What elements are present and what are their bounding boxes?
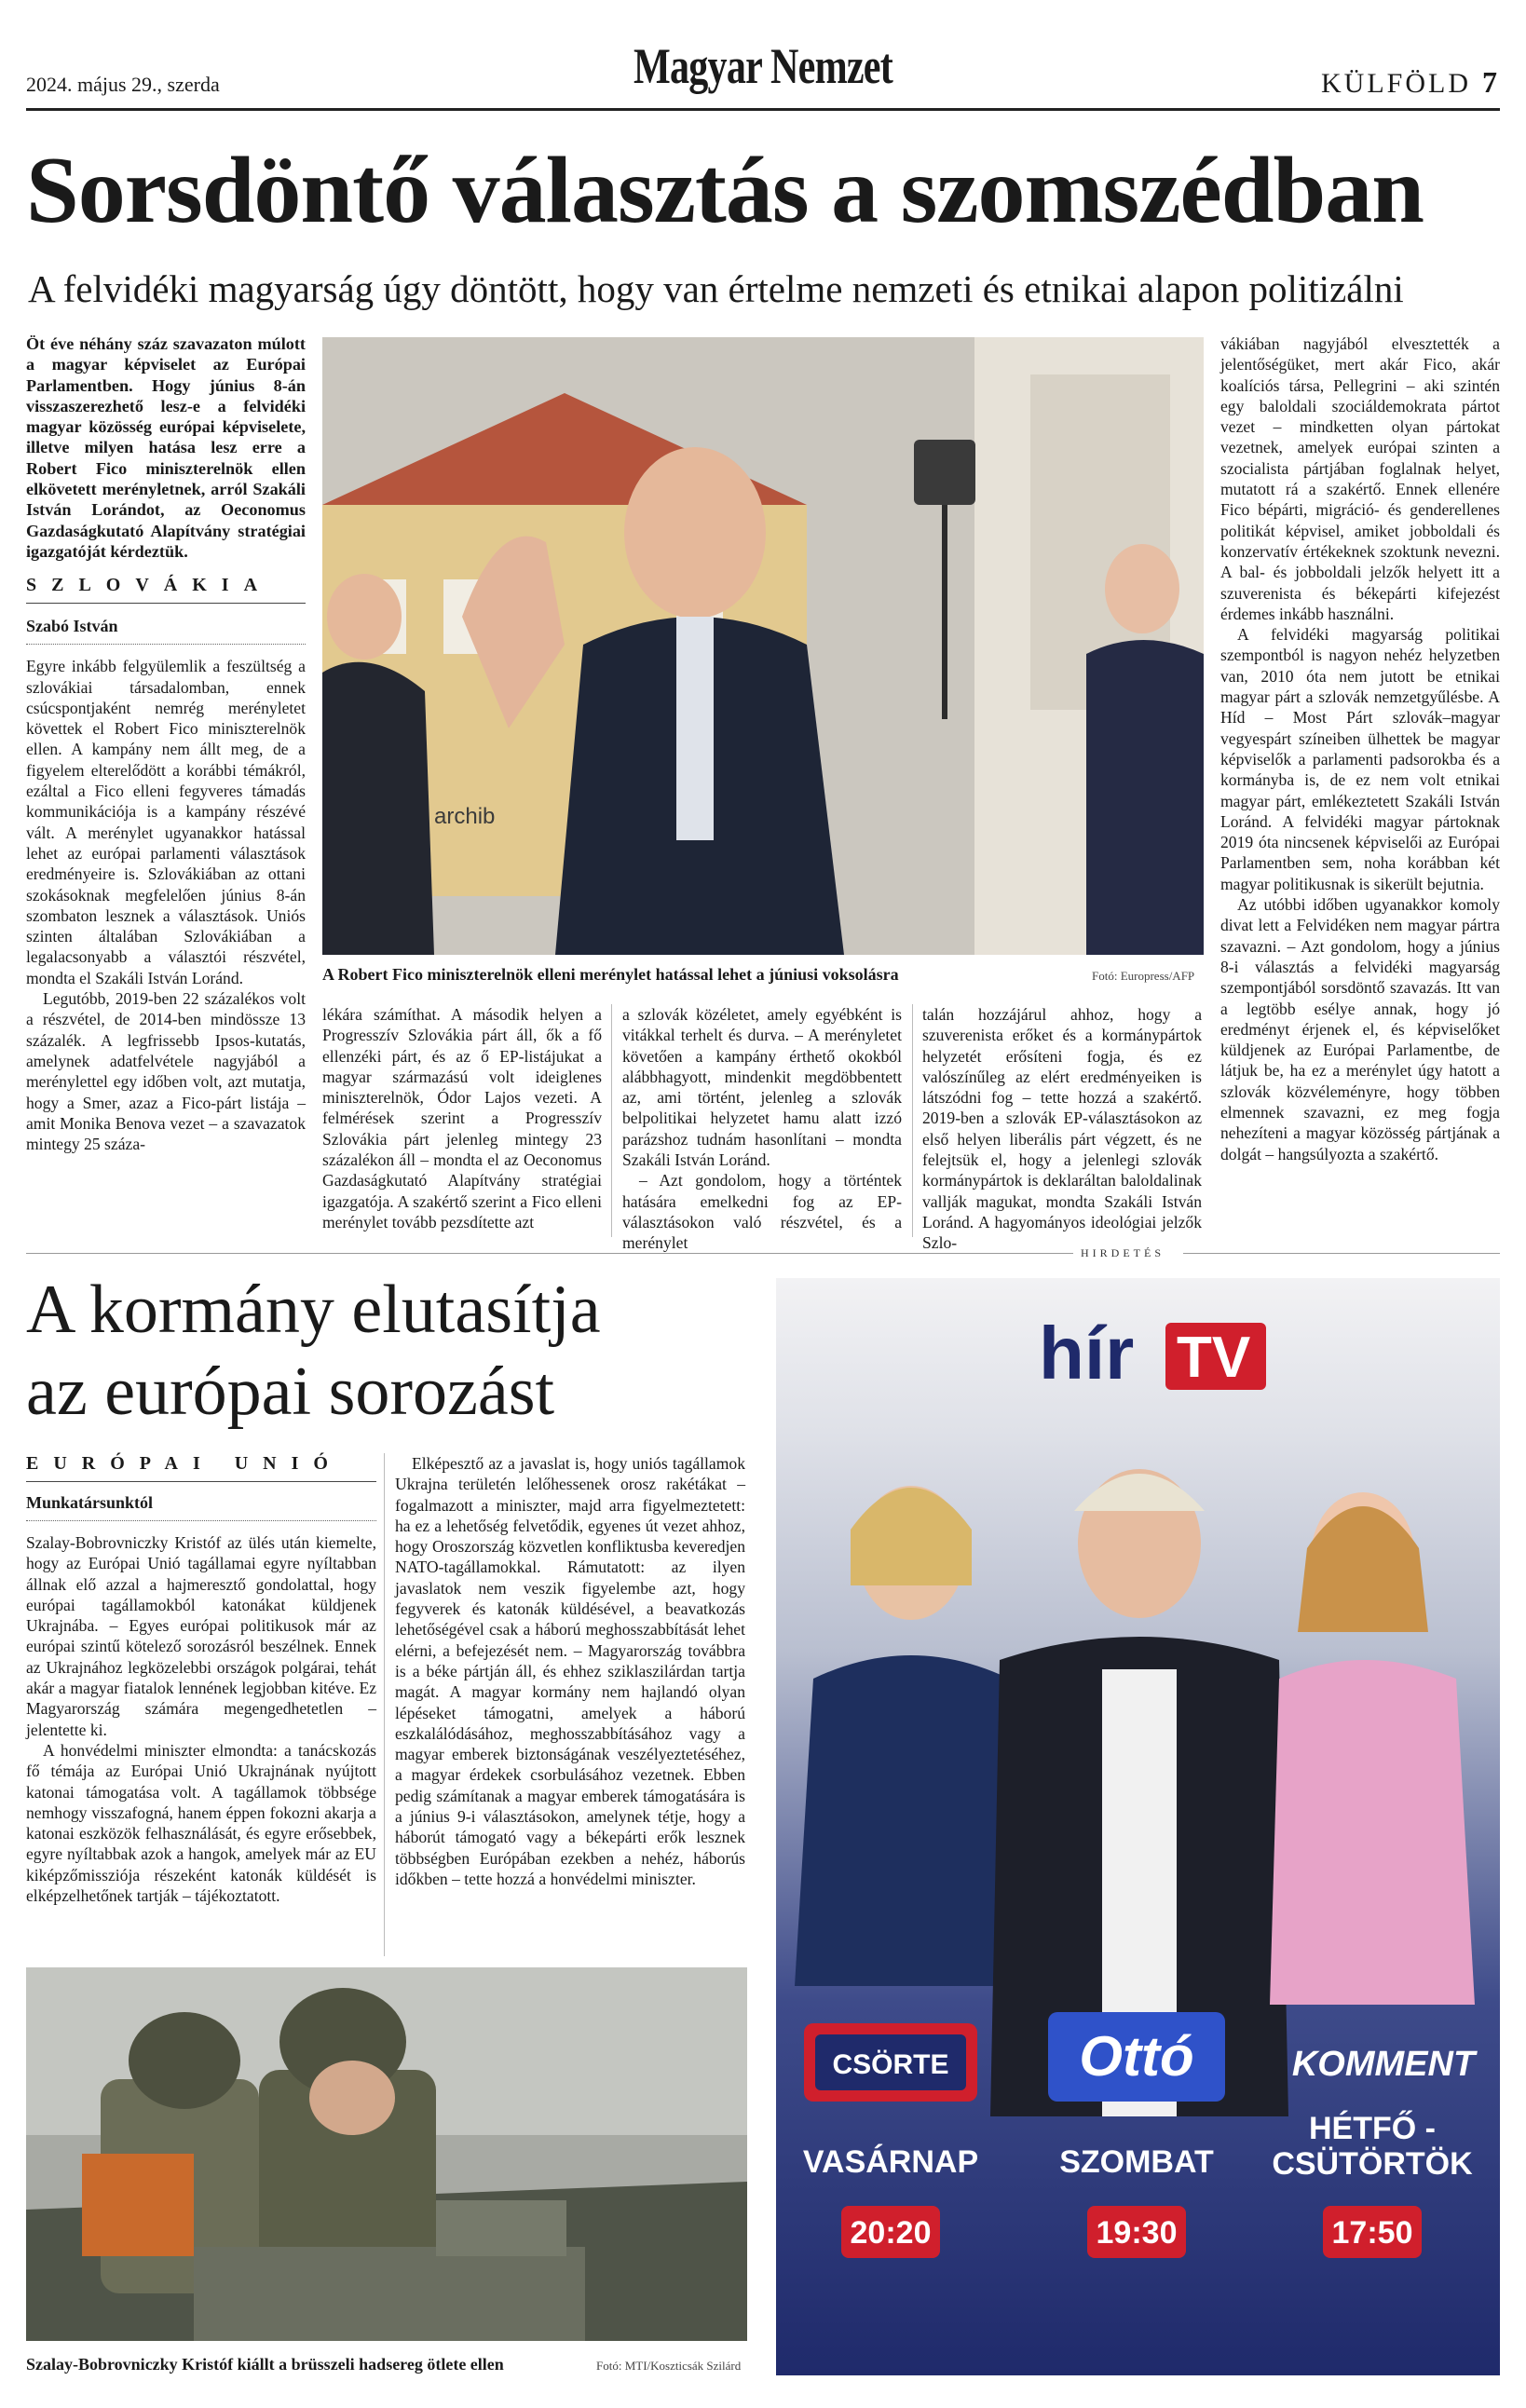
article1-lead: Öt éve néhány száz szavazaton múlott a magyar képviselet az Európai Parlamentben. Hogy június 8-án visszaszerezhető lesz-e a felvidéki magyar közösség európai képviselete, illetve milyen hatása lesz erre a Robert Fico miniszterelnök ellen elkövetett merényletnek, arról Szakáli István Lorándot, az Oeconomus Gazdaságkutató Alapítvány stratégiai igazgatóját kérdeztük. [26, 334, 306, 561]
column-divider [384, 1453, 385, 1956]
article1-column-3 [622, 1004, 902, 1254]
fico-photo [322, 337, 1204, 955]
paragraph: – Azt gondolom, hogy a történtek hatására emelkedni fog az EP-választásokon való részvétel, és a merénylet [622, 1171, 902, 1253]
article1-column-4 [922, 1004, 1202, 1254]
soldiers-photo [26, 1967, 747, 2341]
show-time-komment: 17:50 [1331, 2215, 1413, 2251]
article1-byline: Szabó István [26, 617, 118, 636]
building-sign: archib [434, 804, 496, 829]
article1-kicker: SZLOVÁKIA [26, 575, 273, 596]
byline-rule [26, 1520, 376, 1521]
show-name-csorte: CSÖRTE [832, 2049, 949, 2080]
section-name: KÜLFÖLD [1321, 68, 1471, 99]
paragraph: Elképesztő az a javaslat is, hogy uniós tagállamok Ukrajna területén lelőhessenek orosz rakétákat – fogalmazott a miniszter, majd arra figyelmeztetett: ha ez a lehetőség felvetődik, egyenes út vezet ahhoz, hogy Oroszország közvetlen konfliktusba keveredjen NATO-tagállamokkal. Rámutatott: az ilyen javaslatok nem veszik figyelembe azt, hogy fegyverek és katonák küldésével, a beavatkozás lehetőségével csak a háború meghosszabbítását lehet elérni, a befejezését nem. – Magyarország továbbra is a béke pártján áll, és ehhez sziklaszilárdan tartja magát. A magyar kormány nem hajlandó olyan lépéseket támogatni, amelyek a háború eszkalálódásához, meghosszabbításához vagy a magyar emberek biztonságának veszélyeztetéséhez, a magyar érdekek csorbulásához vezetnek. Ebben pedig számítanak a magyar emberek támogatására is a június 9-i választásokon, amelynek tétje, hogy a háborút támogató vagy a békepárti erők lesznek többségben Európában ezekben a nehéz, háborús időkben – tette hozzá a honvédelmi miniszter. [395, 1454, 745, 1888]
hirtv-advertisement[interactable] [776, 1278, 1500, 2375]
show-name-otto: Ottó [1079, 2025, 1194, 2088]
publication-date: 2024. május 29., szerda [26, 73, 220, 96]
byline-rule [26, 644, 306, 645]
hirtv-logo-tv: TV [1177, 1326, 1251, 1390]
paragraph: A felvidéki magyarság politikai szempontból is nagyon nehéz helyzetben van, 2010 óta nem jutott be etnikai magyar párt a szlovák nemzetgyűlésbe. A Híd – Most Párt szlovák–magyar vegyespárt színeiben ülhettek be magyar képviselők a parlamenti padsorokba és a kormányba is, de ez nem volt etnikai magyar párt, emlékeztetett Szakáli István Loránd. A felvidéki magyar pártoknak 2019 óta nincsenek képviselői az Európai Parlamentben sem, noha korábban két magyar politikusnak is sikerült bejutnia. [1220, 625, 1500, 893]
article1-column-5 [1220, 333, 1500, 1164]
soldiers-photo-caption: Szalay-Bobrovniczky Kristóf kiállt a brüsszeli hadsereg ötlete ellen [26, 2355, 504, 2374]
column-divider [912, 1004, 913, 1237]
article1-column-1 [26, 333, 306, 1154]
paragraph: A honvédelmi miniszter elmondta: a tanácskozás fő témája az Európai Unió Ukrajnának nyújtott katonai támogatása volt. A tagállamok többsége nemhogy visszafogná, hanem éppen fokozni akarja a katonai eszközök felhasználását, és egyre erősebbek, egyre nyíltabbak azok a hangok, amelyek már az EU kiképzőmissziója részeként katonák küldését is elképzelhetőnek tartják – tájékoztatott. [26, 1740, 376, 1906]
show-time-csorte: 20:20 [850, 2215, 932, 2251]
article1-col1-text [26, 656, 306, 1154]
article2-column-2 [395, 1453, 745, 1889]
show-day-otto: SZOMBAT [1059, 2144, 1214, 2180]
hirtv-logo-hir: hír [1039, 1312, 1135, 1394]
paragraph: a szlovák közéletet, amely egyébként is vitákkal terhelt és durva. – A merényletet követően a kampány érthető okokból alábbhagyott, mindenkit megdöbbentett az, ami történt, jelenleg a szlovák belpolitikai helyzetet hamu alatt izzó parázshoz tudnám hasonlítani – mondta Szakáli István Loránd. [622, 1005, 902, 1170]
hirtv-ad-graphic [776, 1278, 1500, 2375]
fico-photo-illustration [322, 337, 1204, 955]
show-day-komment-line1: HÉTFŐ - [1309, 2111, 1436, 2146]
article2-col1-text [26, 1532, 376, 1906]
fico-photo-credit: Fotó: Europress/AFP [1092, 969, 1195, 983]
show-time-otto: 19:30 [1096, 2215, 1178, 2251]
soldiers-photo-credit: Fotó: MTI/Koszticsák Szilárd [596, 2359, 742, 2373]
article2-column-1 [26, 1453, 376, 1906]
article2-byline: Munkatársunktól [26, 1493, 154, 1512]
paragraph: talán hozzájárul ahhoz, hogy a szuverenista erőket és a kormánypártok helyzetét erősíteni fogja, és ez valószínűleg az elért eredményeiken is látszódni fog – tette hozzá a szakértő. 2019-ben a szlovák EP-választásokon az első helyen liberális párt végzett, és ne felejtsük el, hogy a jelenlegi szlovák kormánypártok is deklaráltan baloldalinak vallják magukat, mondta Szakáli István Loránd. A hagyományos ideológiai jelzők Szlo- [922, 1005, 1202, 1253]
ad-label: HIRDETÉS [1081, 1246, 1165, 1259]
section-label [1321, 65, 1500, 100]
soldiers-photo-illustration [26, 1967, 747, 2341]
fico-photo-caption: A Robert Fico miniszterelnök elleni merénylet hatással lehet a júniusi voksolásra [322, 965, 899, 984]
paragraph: Szalay-Bobrovniczky Kristóf az ülés után kiemelte, hogy az Európai Unió tagállamai egyre nyíltabban állnak elő azzal a hajmeresztő gondolattal, hogy európai tagállamokból katonákat küldjenek Ukrajnába. – Egyes európai politikusok már az európai szintű kötelező sorozásról beszélnek. Ennek az Ukrajnához legközelebbi országok polgárai, tehát akár a magyar fiatalok lennének legjobban kitéve. Ez Magyarország számára megengedhetetlen – jelentette ki. [26, 1533, 376, 1739]
paragraph: Az utóbbi időben ugyanakkor komoly divat lett a Felvidéken nem magyar pártra szavazni. – Azt gondolom, hogy a június 8-i választás a felvidéki magyarság szempontjából sorsdöntő szavazás. Itt van a legtöbb esélye annak, hogy jó eredményt érjenek el, és képviselőket küldjenek az Európai Parlamentbe, de látjuk be, ha ez a merénylet úgy hatott a szlovák közvéleményre, hogy többen elmennek szavazni, ez meg fogja nehezíteni a magyar közösség pártjának a dolgát – hangsúlyozta a szakértő. [1220, 895, 1500, 1163]
article2-headline-line1: A kormány elutasítja [26, 1272, 601, 1348]
show-day-komment-line2: CSÜTÖRTÖK [1272, 2146, 1473, 2182]
divider-rule [1183, 1253, 1500, 1254]
article2-headline-line2: az európai sorozást [26, 1354, 555, 1430]
article1-headline: Sorsdöntő választás a szomszédban [26, 138, 1424, 243]
paragraph: lékára számíthat. A második helyen a Progresszív Szlovákia párt áll, ők a fő ellenzéki párt, és az ő EP-listájukat a magyar származású volt ideiglenes miniszterelnök, Ódor Lajos vezeti. A felmérések szerint a Progresszív Szlovákia párt jelenleg mintegy 23 százalékon áll – mondta el az Oeconomus Gazdaságkutató Alapítvány stratégiai igazgatója. A szakértő szerint a Fico elleni merénylet tovább pezsdítette azt [322, 1005, 602, 1231]
divider-rule [26, 1253, 1073, 1254]
column-divider [611, 1004, 612, 1237]
article2-headline [26, 1269, 601, 1433]
show-day-csorte: VASÁRNAP [802, 2144, 979, 2180]
newspaper-logo: Magyar Nemzet [634, 38, 892, 94]
show-name-komment: KOMMENT [1291, 2045, 1476, 2084]
page-number: 7 [1482, 65, 1500, 99]
header-rule [26, 108, 1500, 111]
article1-column-2 [322, 1004, 602, 1232]
paragraph: vákiában nagyjából elvesztették a jelentőségüket, mert akár Fico, akár koalíciós társa, Pellegrini – aki szintén egy baloldali szociáldemokrata pártot vezet – mindketten olyan pártokat vezetnek, amelyek európai szinten a szocialista pártjában foglalnak helyet, mutatott rá a szakértő. Ennek ellenére Fico bépárti, migráció- és genderellenes politikát képvisel, amiket jobboldali és konzervatív értékeknek szoktunk nevezni. A bal- és jobboldali jelzők helyett itt a szuverenista és békepárti kifejezést érdemes inkább használni. [1220, 334, 1500, 623]
article2-kicker: EURÓPAI UNIÓ [26, 1453, 343, 1474]
paragraph: Legutóbb, 2019-ben 22 százalékos volt a részvétel, de 2014-ben mindössze 13 százalék. A legfrissebb Ipsos-kutatás, amelynek adatfelvétele nagyjából a merénylettel egy időben volt, azt mutatja, hogy a Smer, azaz a Fico-párt listája – amit Monika Benova vezet – a szavazatok mintegy 25 száza- [26, 989, 306, 1154]
paragraph: Egyre inkább felgyülemlik a feszültség a szlovákiai társadalomban, ennek csúcspontjaként nemrég merényletet követtek el Robert Fico miniszterelnök ellen. A kampány nem állt meg, de a figyelem elterelődött a korábbi témákról, ezáltal a Fico elleni fegyveres támadás kommunikációja is a kampány részévé vált. A merénylet ugyanakkor hatással lehet az európai parlamenti választások eredményeire is. Szlovákiában az ottani szokásoknak megfelelően június 8-án szombaton lesznek a választások. Uniós szinten általában Szlovákiában a legalacsonyabb a választói részvétel, mondta el Szakáli István Loránd. [26, 657, 306, 987]
article1-deck: A felvidéki magyarság úgy döntött, hogy van értelme nemzeti és etnikai alapon politizálni [28, 267, 1404, 310]
